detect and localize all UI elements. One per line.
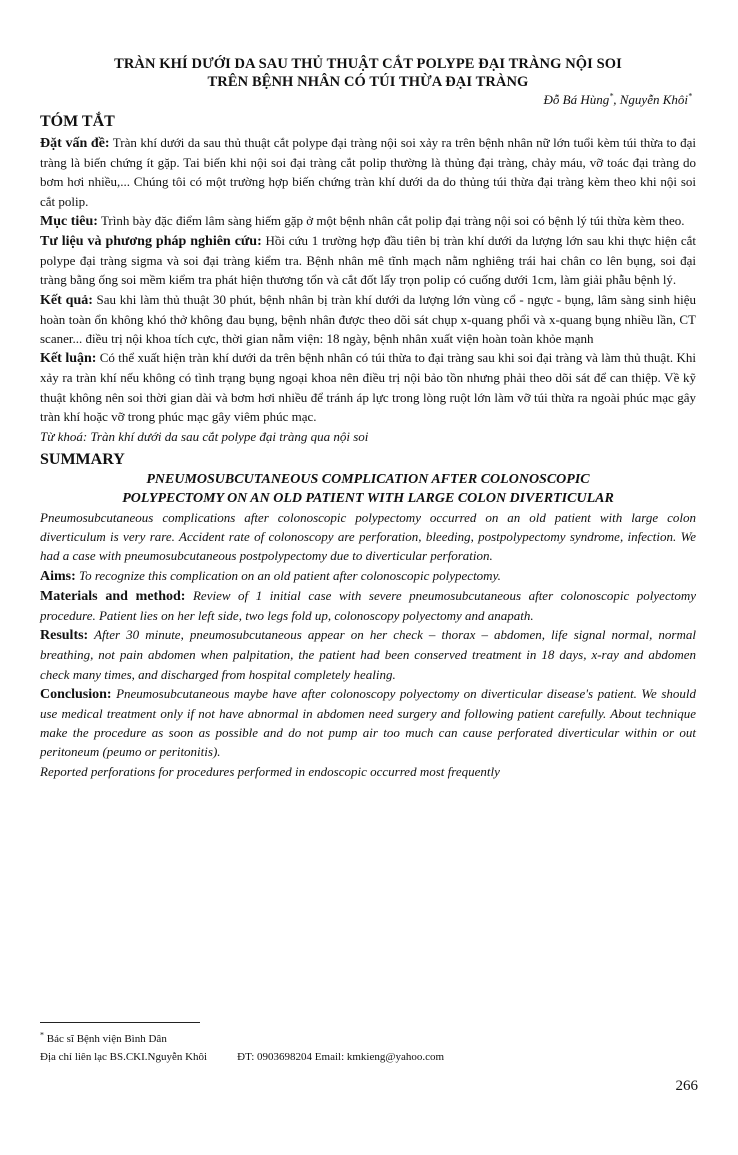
vi-section-objective xyxy=(40,211,696,231)
section-text: Trình bày đặc điểm lâm sàng hiếm gặp ở một bệnh nhân cắt polip đại tràng nội soi có bệnh lý túi thừa kèm theo. xyxy=(97,212,685,228)
section-text: To recognize this complication on an old patient after colonoscopic polypectomy. xyxy=(75,567,501,583)
author-separator: , xyxy=(613,92,620,107)
author-2-mark: * xyxy=(688,91,692,101)
page-number: 266 xyxy=(675,1078,698,1094)
footnote-contact xyxy=(40,1048,696,1066)
section-text: Có thể xuất hiện tràn khí dưới da trên bệnh nhân có túi thừa to đại tràng sau khi soi đại tràng và làm thủ thuật. Khi xảy ra tràn khí nếu không có tình trạng bụng ngoại khoa nên điều trị nội bảo tồn nhưng phải theo dõi sát để can thiệp. Về kỹ thuật không nên soi thời gian dài và bơm hơi nhiều để tránh áp lực trong lòng ruột lớn làm vỡ túi thừa ra ngoài phúc mạc gây tràn khí hoặc vỡ trong phúc mạc gây viêm phúc mạc. xyxy=(40,350,696,424)
en-section-results xyxy=(40,625,696,684)
en-intro: Pneumosubcutaneous complications after colonoscopic polypectomy occurred on an old patient with large colon diverticulum is very rare. Accident rate of colonoscopy are perforation, bleeding, postpolypectomy syndrome, infection. We had a case with pneumosubcutaneous postpolypectomy due to diverticular perforation. xyxy=(40,510,696,564)
author-1: Đỗ Bá Hùng xyxy=(543,92,610,107)
en-section-aims xyxy=(40,566,696,586)
vi-section-methods xyxy=(40,231,696,290)
section-label: Kết luận: xyxy=(40,351,97,367)
section-label: Kết quả: xyxy=(40,292,93,308)
footnote-affiliation xyxy=(40,1030,696,1048)
section-text: Tràn khí dưới da sau thủ thuật cắt polype đại tràng nội soi xảy ra trên bệnh nhân nữ lớn tuổi kèm túi thừa to đại tràng là biến chứng ít gặp. Tai biến khi nội soi đại tràng cắt polip thường là thủng đại tràng, chảy máu, vỡ toác đại tràng do bơm hơi nhiều,... Chúng tôi có một trường hợp biến chứng tràn khí dưới da do thủng túi thừa đại tràng kèm theo khi nội soi cắt polip. xyxy=(40,135,696,209)
section-label: Mục tiêu: xyxy=(40,213,98,229)
paper-title-line-2: TRÊN BỆNH NHÂN CÓ TÚI THỪA ĐẠI TRÀNG xyxy=(207,74,529,90)
vi-section-conclusion xyxy=(40,348,696,426)
section-text: Pneumosubcutaneous maybe have after colonoscopy polyectomy on diverticular disease's patient. We should use medical treatment only if not have abnormal in abdomen need surgery and following patient carefully. About technique make the procedure as soon as possible and do not pump air too much can cause perforated diverticular within or out peritoneum (peumo or peritonitis). xyxy=(40,685,696,760)
footnote-mark: * xyxy=(40,1030,44,1040)
footnote-contact-phone-email: ĐT: 0903698204 Email: kmkieng@yahoo.com xyxy=(237,1051,445,1063)
section-label: Conclusion: xyxy=(40,686,112,702)
section-label: Results: xyxy=(40,628,89,644)
vi-keywords: Từ khoá: Tràn khí dưới da sau cắt polype đại tràng qua nội soi xyxy=(40,429,369,445)
page-content xyxy=(40,55,696,781)
footnote-contact-address: Địa chỉ liên lạc BS.CKI.Nguyễn Khôi xyxy=(40,1051,208,1063)
author-2: Nguyễn Khôi xyxy=(619,92,688,107)
section-label: Tư liệu và phương pháp nghiên cứu: xyxy=(40,234,262,250)
en-title-line-2: POLYPECTOMY ON AN OLD PATIENT WITH LARGE COLON DIVERTICULAR xyxy=(122,490,614,506)
en-summary-heading: SUMMARY xyxy=(40,451,125,469)
section-text: After 30 minute, pneumosubcutaneous appear on her check – thorax – abdomen, life signal normal, normal breathing, not pain abdomen when palpitation, the patient had been conserved treatment in 18 days, x-ray and abdomen check many times, and discharged from hospital completely healing. xyxy=(40,627,696,682)
section-text: Hồi cứu 1 trường hợp đầu tiên bị tràn khí dưới da lượng lớn sau khi thực hiện cắt polype đại tràng sigma và soi đại tràng kiểm tra. Bệnh nhân mê tĩnh mạch nằm nghiêng trái hai chân co lên bụng, soi đại tràng bằng ống soi mềm kiểm tra phát hiện thương tổn và cắt đốt lấy trọn polip có cuống dưới 1cm, làm giải phẫu bệnh lý. xyxy=(40,233,696,288)
en-section-conclusion xyxy=(40,684,696,762)
section-label: Materials and method: xyxy=(40,588,186,604)
authors xyxy=(40,92,692,108)
en-title-line-1: PNEUMOSUBCUTANEOUS COMPLICATION AFTER COLONOSCOPIC xyxy=(146,472,590,488)
section-label: Aims: xyxy=(40,568,76,584)
footnote-rule xyxy=(40,1022,200,1023)
section-label: Đặt vấn đề: xyxy=(40,136,110,151)
en-last-line: Reported perforations for procedures performed in endoscopic occurred most frequently xyxy=(40,763,500,779)
section-text: Review of 1 initial case with severe pneumosubcutaneous after colonoscopic polyectomy procedure. Patient lies on her left side, two legs fold up, colonoscopy polyectomy and anapath. xyxy=(40,587,696,624)
footnote-affiliation-text: Bác sĩ Bệnh viện Bình Dân xyxy=(44,1033,167,1045)
paper-title-line-1: TRÀN KHÍ DƯỚI DA SAU THỦ THUẬT CẮT POLYPE ĐẠI TRÀNG NỘI SOI xyxy=(114,56,622,72)
vi-section-background xyxy=(40,133,696,211)
section-text: Sau khi làm thủ thuật 30 phút, bệnh nhân bị tràn khí dưới da lượng lớn vùng cổ - ngực - bụng, lâm sàng sinh hiệu hoàn toàn ổn không khó thở không đau bụng, bệnh nhân được theo dõi sát chụp x-quang phổi và x-quang bụng nhiều lần, CT scaner... điều trị nội khoa tích cực, thời gian nằm viện: 18 ngày, bệnh nhân xuất viện hoàn toàn khỏe mạnh xyxy=(40,291,696,347)
en-section-methods xyxy=(40,586,696,625)
vi-abstract-heading: TÓM TẮT xyxy=(40,113,115,130)
footnotes xyxy=(40,1022,696,1066)
author-1-mark: * xyxy=(609,91,614,101)
vi-section-results xyxy=(40,290,696,349)
